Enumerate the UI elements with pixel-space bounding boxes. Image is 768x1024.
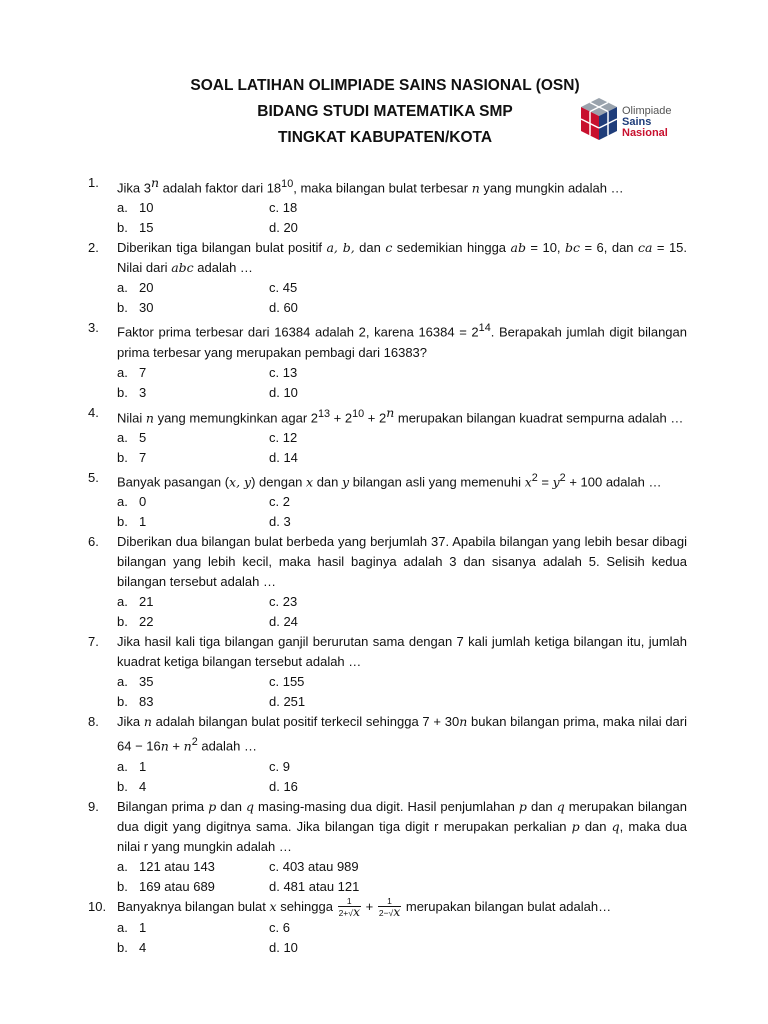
option-letter: a. — [117, 494, 128, 510]
option-text: 22 — [139, 614, 154, 630]
answer-options — [117, 198, 768, 238]
option-row — [117, 612, 768, 632]
logo-line-1: Olimpiade — [622, 105, 672, 117]
answer-options — [117, 918, 768, 958]
answer-option — [269, 857, 359, 877]
answer-option — [117, 428, 146, 448]
answer-option — [117, 448, 146, 468]
answer-option — [269, 938, 298, 958]
option-text: c. 9 — [269, 758, 290, 774]
answer-option — [269, 757, 290, 777]
answer-options — [117, 428, 768, 468]
question-list — [0, 173, 768, 958]
question-number: 6. — [88, 534, 99, 550]
question-number: 3. — [88, 320, 99, 336]
option-letter: b. — [117, 694, 128, 710]
answer-option — [269, 278, 297, 298]
title-line-3: TINGKAT KABUPATEN/KOTA — [277, 129, 493, 146]
option-row — [117, 857, 768, 877]
option-text: 7 — [139, 449, 147, 465]
option-text: 5 — [139, 429, 147, 445]
answer-option — [117, 757, 146, 777]
option-text: d. 251 — [269, 694, 306, 710]
option-text: c. 2 — [269, 494, 290, 510]
answer-option — [117, 218, 153, 238]
option-row — [117, 877, 768, 897]
answer-options — [117, 672, 768, 712]
option-row — [117, 938, 768, 958]
question-item — [0, 403, 768, 468]
answer-option — [269, 692, 305, 712]
option-row — [117, 428, 768, 448]
option-letter: b. — [117, 384, 128, 400]
option-letter: a. — [117, 674, 128, 690]
option-letter: b. — [117, 778, 128, 794]
title-line-1: SOAL LATIHAN OLIMPIADE SAINS NASIONAL (OSN) — [190, 77, 580, 94]
option-text: c. 403 atau 989 — [269, 858, 359, 874]
option-text: c. 12 — [269, 429, 298, 445]
answer-option — [117, 918, 146, 938]
option-text: d. 14 — [269, 449, 298, 465]
question-number: 7. — [88, 634, 99, 650]
option-letter: b. — [117, 878, 128, 894]
option-text: 0 — [139, 494, 147, 510]
question-stem: Nilai n yang memungkinkan agar $2^{13} + 2^{10} + 2^n$ merupakan bilangan kuadrat sempurna adalah … — [117, 404, 684, 425]
option-text: 21 — [139, 594, 154, 610]
question-item — [0, 468, 768, 532]
answer-option — [269, 218, 298, 238]
answer-option — [117, 383, 146, 403]
option-text: 7 — [139, 364, 147, 380]
option-row — [117, 383, 768, 403]
answer-option — [269, 512, 291, 532]
answer-option — [269, 612, 298, 632]
question-item — [0, 173, 768, 238]
option-text: 169 atau 689 — [139, 878, 215, 894]
answer-option — [269, 877, 359, 897]
option-row — [117, 363, 768, 383]
option-row — [117, 757, 768, 777]
option-letter: b. — [117, 614, 128, 630]
option-text: d. 16 — [269, 778, 298, 794]
answer-option — [117, 938, 146, 958]
option-letter: a. — [117, 200, 128, 216]
option-text: 4 — [139, 939, 147, 955]
answer-option — [117, 198, 153, 218]
question-item — [0, 632, 768, 712]
answer-option — [269, 428, 297, 448]
question-stem: Jika 3$^n$ adalah faktor dari $18^{10}$, maka bilangan bulat terbesar n yang mungkin adalah … — [117, 175, 624, 196]
question-number: 1. — [88, 175, 99, 190]
question-stem: Banyaknya bilangan bulat x sehingga $\frac{1}{2+√x}$ + $\frac{1}{2-√x}$ merupakan bilangan bulat adalah… — [117, 895, 612, 919]
answer-option — [117, 692, 153, 712]
logo-line-3: Nasional — [622, 127, 668, 139]
question-stem: Banyak pasangan (x, y) dengan x dan y bilangan asli yang memenuhi $x^2 = y^2 + 100$ adalah … — [117, 471, 662, 490]
option-text: c. 6 — [269, 919, 290, 935]
option-text: c. 155 — [269, 674, 305, 690]
option-text: 10 — [139, 200, 154, 216]
answer-option — [117, 492, 146, 512]
option-letter: b. — [117, 449, 128, 465]
answer-option — [117, 612, 153, 632]
answer-options — [117, 363, 768, 403]
answer-option — [117, 298, 153, 318]
option-text: c. 18 — [269, 200, 298, 216]
answer-option — [117, 512, 146, 532]
answer-option — [269, 363, 297, 383]
answer-option — [269, 383, 298, 403]
question-number: 2. — [88, 240, 99, 256]
answer-option — [117, 278, 153, 298]
answer-options — [117, 278, 768, 318]
question-item — [0, 797, 768, 897]
option-row — [117, 512, 768, 532]
option-text: d. 10 — [269, 939, 298, 955]
option-text: 30 — [139, 300, 154, 316]
logo-text — [622, 106, 672, 139]
option-row — [117, 278, 768, 298]
answer-option — [117, 672, 153, 692]
option-text: 1 — [139, 514, 147, 530]
osn-logo — [578, 96, 688, 142]
answer-option — [117, 592, 153, 612]
answer-options — [117, 857, 768, 897]
option-text: d. 481 atau 121 — [269, 878, 360, 894]
option-row — [117, 492, 768, 512]
option-letter: a. — [117, 858, 128, 874]
answer-options — [117, 757, 768, 797]
logo-line-2: Sains — [622, 116, 652, 128]
option-text: d. 24 — [269, 614, 298, 630]
question-number: 4. — [88, 404, 99, 420]
option-text: c. 45 — [269, 280, 298, 296]
option-letter: b. — [117, 300, 128, 316]
option-row — [117, 218, 768, 238]
option-text: 83 — [139, 694, 154, 710]
option-letter: b. — [117, 939, 128, 955]
option-letter: a. — [117, 919, 128, 935]
answer-option — [269, 298, 298, 318]
answer-option — [117, 777, 146, 797]
answer-options — [117, 492, 768, 532]
answer-option — [269, 918, 290, 938]
option-row — [117, 298, 768, 318]
option-text: d. 20 — [269, 220, 298, 236]
answer-option — [269, 492, 290, 512]
question-stem: Faktor prima terbesar dari 16384 adalah 2, karena $16384 = 2^{14}$. Berapakah jumlah digit bilangan prima terbesar yang merupakan pembagi dari 16383? — [117, 322, 687, 360]
answer-option — [269, 777, 298, 797]
option-row — [117, 692, 768, 712]
option-text: d. 10 — [269, 384, 298, 400]
question-stem: Jika hasil kali tiga bilangan ganjil berurutan sama dengan 7 kali jumlah ketiga bilangan itu, jumlah kuadrat ketiga bilangan tersebut adalah … — [117, 634, 687, 670]
option-letter: b. — [117, 220, 128, 236]
question-item — [0, 532, 768, 632]
cube-logo-icon — [578, 96, 620, 142]
option-text: 20 — [139, 280, 154, 296]
option-text: c. 13 — [269, 364, 298, 380]
question-stem: Jika n adalah bilangan bulat positif terkecil sehingga 7 + 30n bukan bilangan prima, maka nilai dari $64 - 16n + n^2$ adalah … — [117, 714, 688, 754]
option-row — [117, 592, 768, 612]
option-text: 1 — [139, 919, 147, 935]
answer-options — [117, 592, 768, 632]
option-letter: a. — [117, 594, 128, 610]
option-row — [117, 448, 768, 468]
option-letter: a. — [117, 364, 128, 380]
answer-option — [117, 857, 215, 877]
answer-option — [269, 672, 304, 692]
option-row — [117, 198, 768, 218]
question-item — [0, 318, 768, 402]
option-text: 15 — [139, 220, 154, 236]
answer-option — [117, 363, 146, 383]
answer-option — [269, 198, 297, 218]
option-text: 121 atau 143 — [139, 858, 215, 874]
answer-option — [117, 877, 215, 897]
option-row — [117, 672, 768, 692]
question-stem: Diberikan dua bilangan bulat berbeda yang berjumlah 37. Apabila bilangan yang lebih besar dibagi bilangan yang lebih kecil, maka hasil baginya adalah 3 dan sisanya adalah 5. Selisih kedua bilangan tersebut adalah … — [117, 534, 687, 590]
question-item — [0, 238, 768, 318]
option-text: d. 3 — [269, 514, 291, 530]
option-text: 35 — [139, 674, 154, 690]
question-number: 9. — [88, 798, 99, 814]
option-letter: a. — [117, 429, 128, 445]
option-letter: b. — [117, 514, 128, 530]
question-stem: Bilangan prima p dan q masing-masing dua digit. Hasil penjumlahan p dan q merupakan bilangan dua digit yang digitnya sama. Jika bilangan tiga digit r merupakan perkalian p dan q, maka dua nilai r yang mungkin adalah … — [117, 798, 687, 854]
option-letter: a. — [117, 758, 128, 774]
answer-option — [269, 448, 298, 468]
option-text: 3 — [139, 384, 147, 400]
option-letter: a. — [117, 280, 128, 296]
option-text: 1 — [139, 758, 147, 774]
question-stem: Diberikan tiga bilangan bulat positif a, b, dan c sedemikian hingga ab = 10, bc = 6, dan ca = 15. Nilai dari abc adalah … — [117, 240, 688, 276]
question-number: 10. — [88, 898, 107, 914]
option-row — [117, 918, 768, 938]
question-number: 5. — [88, 469, 99, 485]
title-line-2: BIDANG STUDI MATEMATIKA SMP — [257, 103, 513, 120]
question-item — [0, 897, 768, 958]
question-number: 8. — [88, 714, 99, 730]
question-item — [0, 712, 768, 796]
option-text: 4 — [139, 778, 147, 794]
answer-option — [269, 592, 297, 612]
option-text: d. 60 — [269, 300, 298, 316]
option-row — [117, 777, 768, 797]
option-text: c. 23 — [269, 594, 298, 610]
